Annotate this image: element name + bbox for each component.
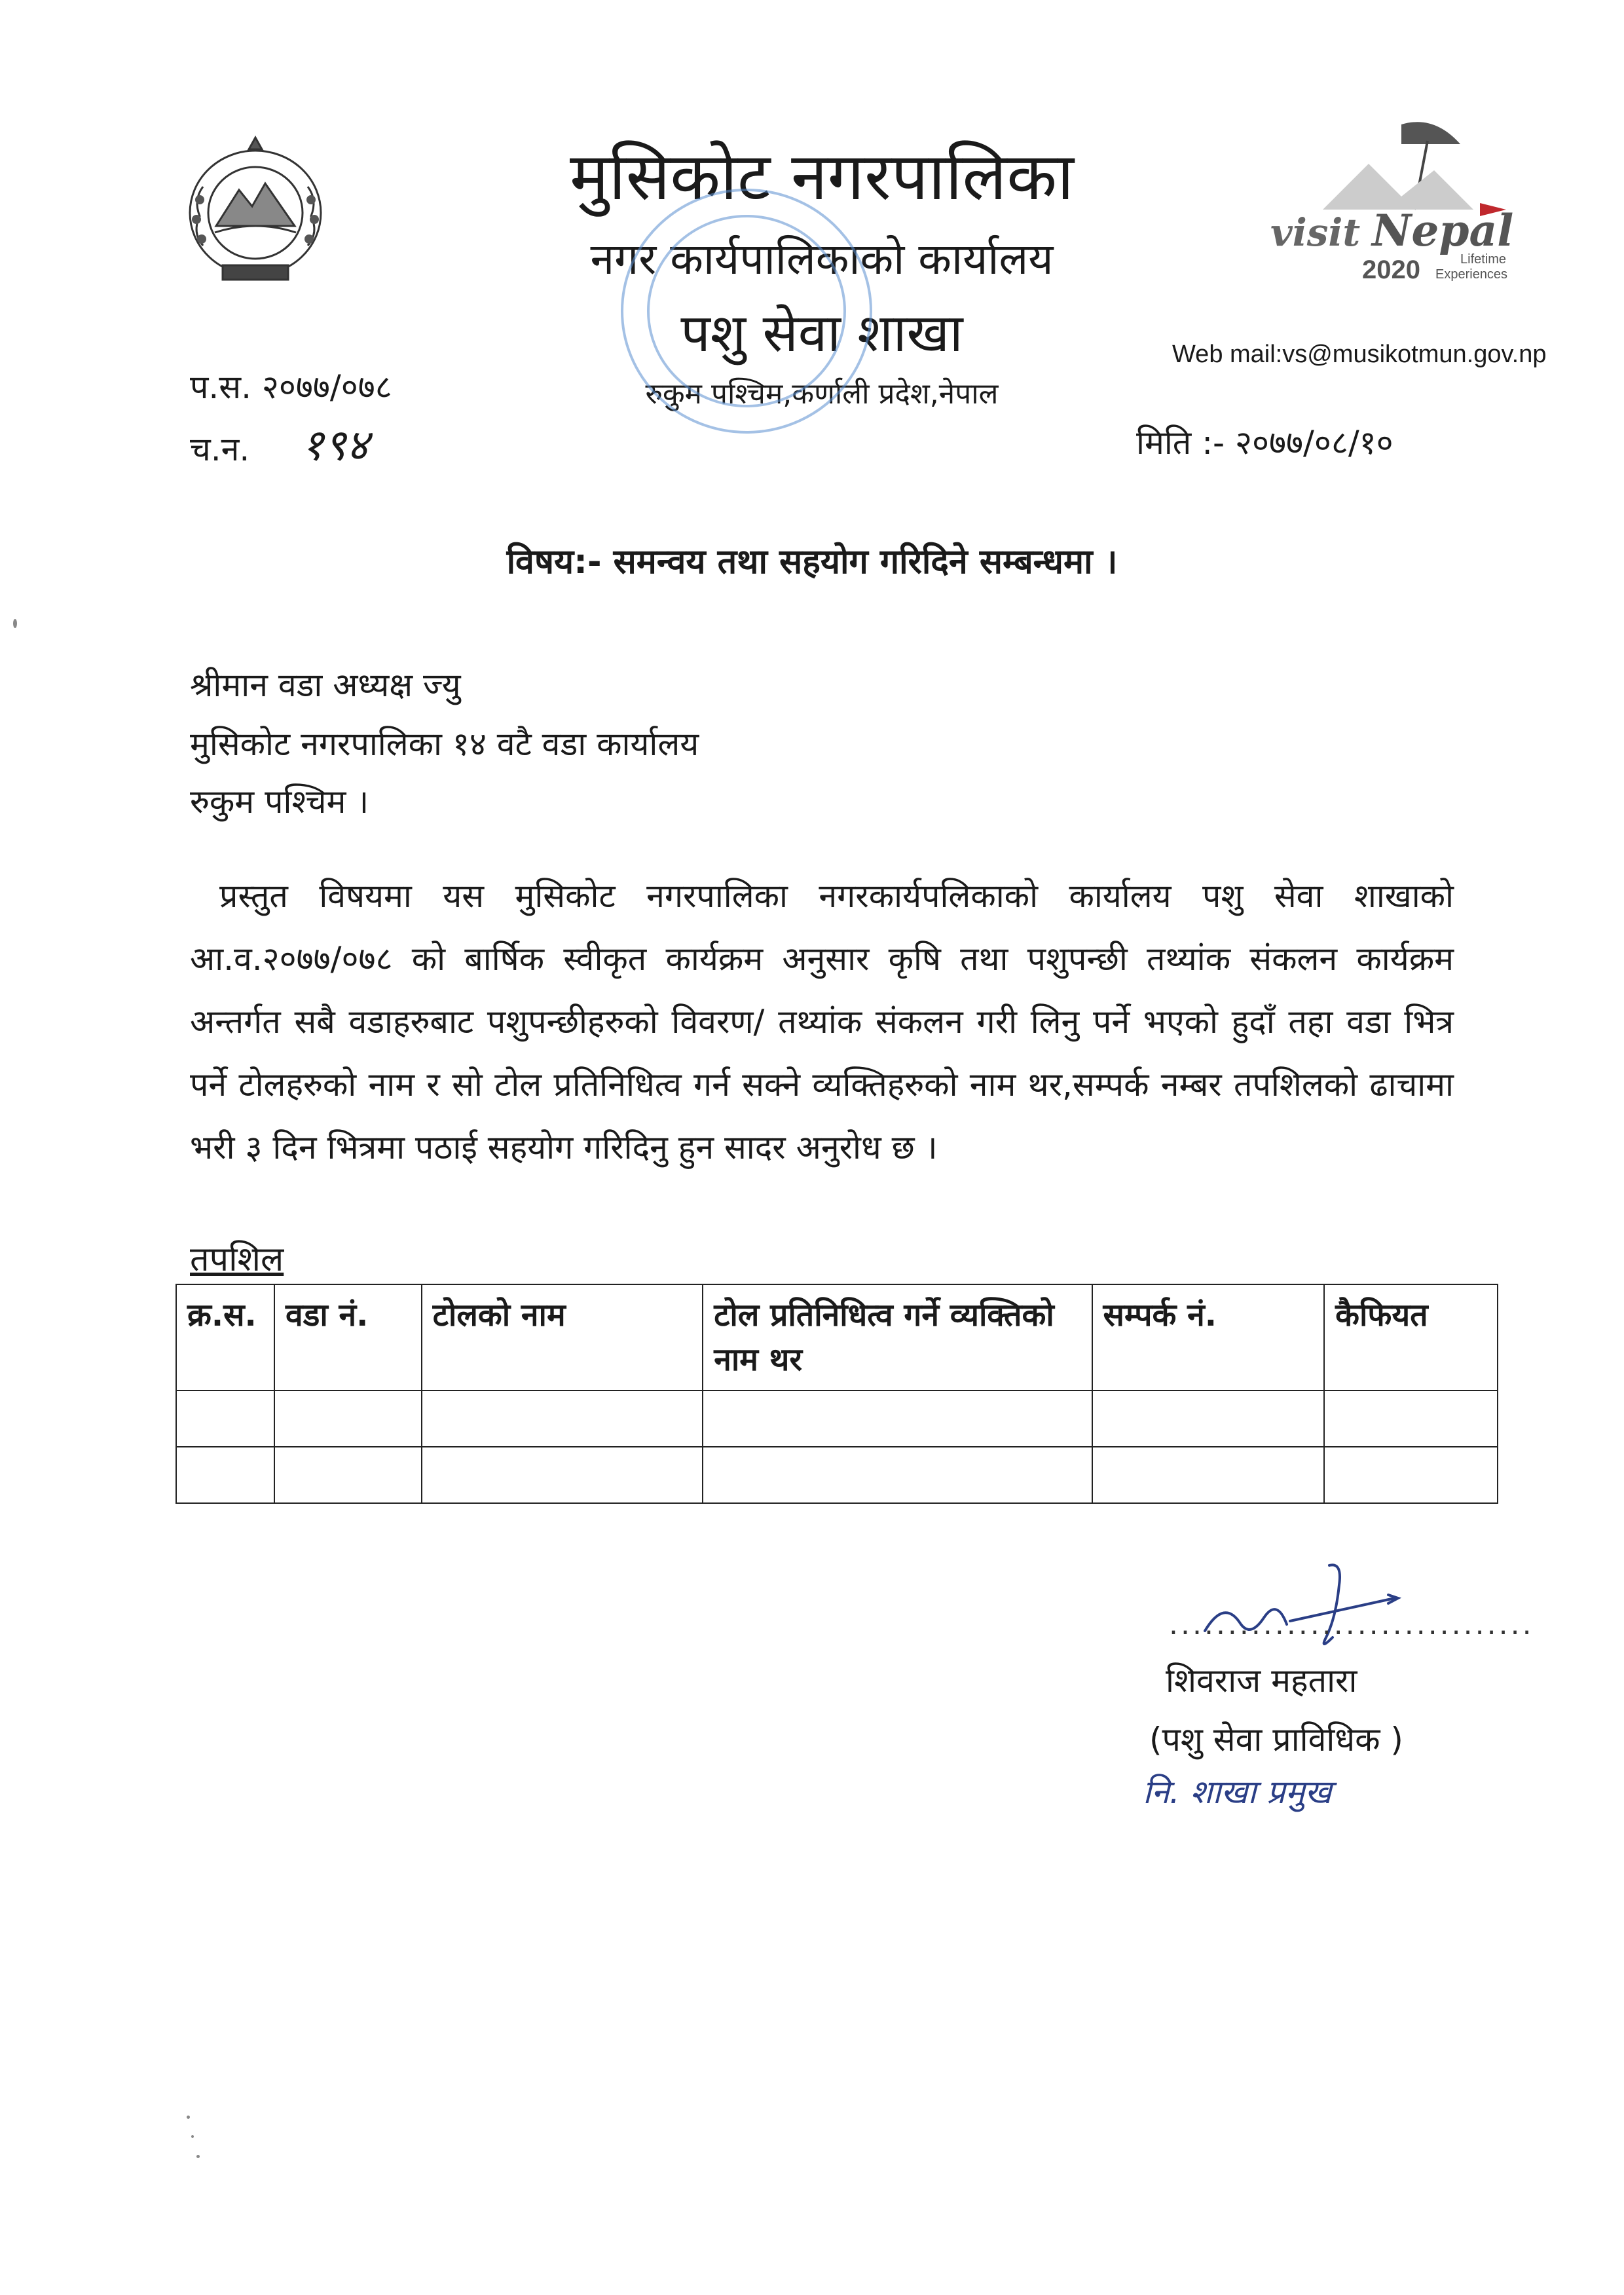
table-row	[176, 1390, 1498, 1447]
letter-date: मिति :- २०७७/०८/१०	[1136, 424, 1393, 462]
scan-speck	[196, 2155, 200, 2158]
table-cell	[422, 1447, 703, 1503]
col-header-representative: टोल प्रतिनिधित्व गर्ने व्यक्तिको नाम थर	[703, 1284, 1092, 1390]
table-cell	[1324, 1390, 1498, 1447]
table-header-row	[176, 1284, 1498, 1390]
signatory-role: नि. शाखा प्रमुख	[1143, 1773, 1332, 1811]
table-cell	[274, 1390, 422, 1447]
scan-speck	[187, 2116, 190, 2119]
office-title: नगर कार्यपालिकाको कार्यालय	[590, 234, 1054, 284]
logo-tagline-1: Lifetime	[1460, 252, 1507, 267]
table-cell	[1092, 1447, 1325, 1503]
municipality-title: मुसिकोट नगरपालिका	[570, 138, 1074, 215]
chalani-number: १९४	[301, 420, 369, 470]
chalani-label: च.न.	[190, 430, 250, 468]
logo-tagline-2: Experiences	[1435, 267, 1508, 282]
office-stamp	[609, 177, 884, 445]
table-cell	[1092, 1390, 1325, 1447]
signature-dotted-line: ...............................	[1169, 1608, 1534, 1641]
table-cell	[1324, 1447, 1498, 1503]
addressee-line-2: मुसिकोट नगरपालिका १४ वटै वडा कार्यालय	[190, 725, 699, 763]
patra-sankhya: प.स. २०७७/०७८	[190, 368, 392, 406]
col-header-tole-name: टोलको नाम	[422, 1284, 703, 1390]
logo-nepal-text: Nepal	[1372, 205, 1514, 256]
table-cell	[703, 1390, 1092, 1447]
branch-title: पशु सेवा शाखा	[680, 303, 963, 364]
scan-speck	[13, 619, 17, 628]
table-cell	[176, 1447, 274, 1503]
col-header-ward: वडा नं.	[274, 1284, 422, 1390]
table-row	[176, 1447, 1498, 1503]
letter-subject: विषय:- समन्वय तथा सहयोग गरिदिने सम्बन्धमा ।	[506, 542, 1118, 582]
webmail-text: Web mail:vs@musikotmun.gov.np	[1172, 341, 1547, 368]
logo-visit-text: visit	[1270, 210, 1361, 255]
office-address: रुकुम पश्चिम,कर्णाली प्रदेश,नेपाल	[645, 377, 999, 411]
addressee-line-3: रुकुम पश्चिम ।	[190, 783, 369, 821]
col-header-contact: सम्पर्क नं.	[1092, 1284, 1325, 1390]
signatory-name: शिवराज महतारा	[1166, 1662, 1357, 1700]
table-cell	[422, 1390, 703, 1447]
logo-year-text: 2020	[1362, 255, 1420, 284]
table-cell	[176, 1390, 274, 1447]
table-cell	[703, 1447, 1092, 1503]
nepal-emblem-logo	[177, 128, 334, 291]
col-header-remarks: कैफियत	[1324, 1284, 1498, 1390]
col-header-serial: क्र.स.	[176, 1284, 274, 1390]
scan-speck	[191, 2135, 194, 2138]
addressee-line-1: श्रीमान वडा अध्यक्ष ज्यु	[190, 666, 461, 704]
visit-nepal-2020-logo	[1264, 118, 1539, 301]
letter-body: प्रस्तुत विषयमा यस मुसिकोट नगरपालिका नगरकार्यपलिकाको कार्यालय पशु सेवा शाखाको आ.व.२०७७/०७८ को बार्षिक स्वीकृत कार्यक्रम अनुसार कृषि तथा पशुपन्छी तथ्यांक संकलन कार्यक्रम अन्तर्गत सबै वडाहरुबाट पशुपन्छीहरुको विवरण/ तथ्यांक संकलन गरी लिनु पर्ने भएको हुदाँ तहा वडा भित्र पर्ने टोलहरुको नाम र सो टोल प्रतिनिधित्व गर्न सक्ने व्यक्तिहरुको नाम थर,सम्पर्क नम्बर तपशिलको ढाचामा भरी ३ दिन भित्रमा पठाई सहयोग गरिदिनु हुन सादर अनुरोध छ ।	[190, 877, 1454, 1166]
signatory-title: (पशु सेवा प्राविधिक )	[1149, 1721, 1403, 1759]
details-form-table	[175, 1284, 1498, 1504]
tapashil-heading: तपशिल	[190, 1240, 284, 1279]
table-cell	[274, 1447, 422, 1503]
